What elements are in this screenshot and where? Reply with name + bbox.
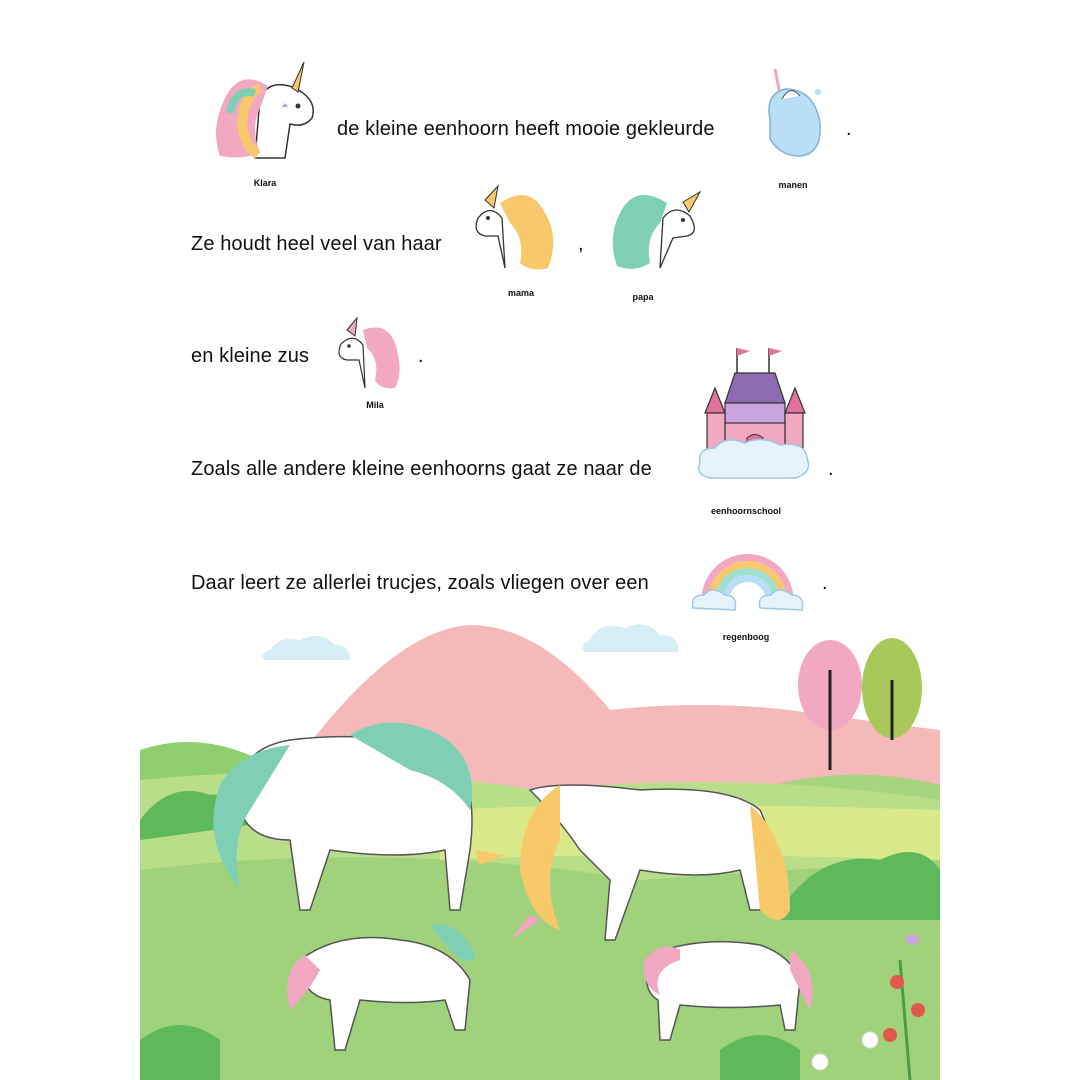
castle-icon xyxy=(695,343,815,493)
picture-caption: mama xyxy=(507,288,534,298)
sentence-end: . xyxy=(418,345,424,367)
sentence-end: . xyxy=(846,118,852,140)
sentence-text: Ze houdt heel veel van haar xyxy=(191,233,442,255)
unicorn-mane-icon xyxy=(760,64,830,164)
unicorn-head-icon xyxy=(200,48,320,163)
sentence-text: de kleine eenhoorn heeft mooie gekleurde xyxy=(337,118,715,140)
rainbow-icon xyxy=(690,540,805,615)
sentence-text: Zoals alle andere kleine eenhoorns gaat ze naar de xyxy=(191,458,652,480)
sentence-end: . xyxy=(822,572,828,594)
sentence-text: en kleine zus xyxy=(191,345,310,367)
separator-comma: , xyxy=(578,233,584,255)
unicorn-head-icon xyxy=(605,178,705,273)
sentence-text: Daar leert ze allerlei trucjes, zoals vliegen over een xyxy=(191,572,649,594)
picture-caption: regenboog xyxy=(722,632,770,642)
unicorn-head-icon xyxy=(470,178,570,273)
picture-caption: eenhoornschool xyxy=(710,506,781,516)
meadow-illustration xyxy=(140,610,940,1080)
sentence-end: . xyxy=(828,458,834,480)
picture-caption: manen xyxy=(778,180,808,190)
picture-caption: papa xyxy=(632,292,654,302)
picture-caption: Mila xyxy=(366,400,384,410)
picture-caption: Klara xyxy=(253,178,277,188)
unicorn-head-icon xyxy=(335,310,410,390)
